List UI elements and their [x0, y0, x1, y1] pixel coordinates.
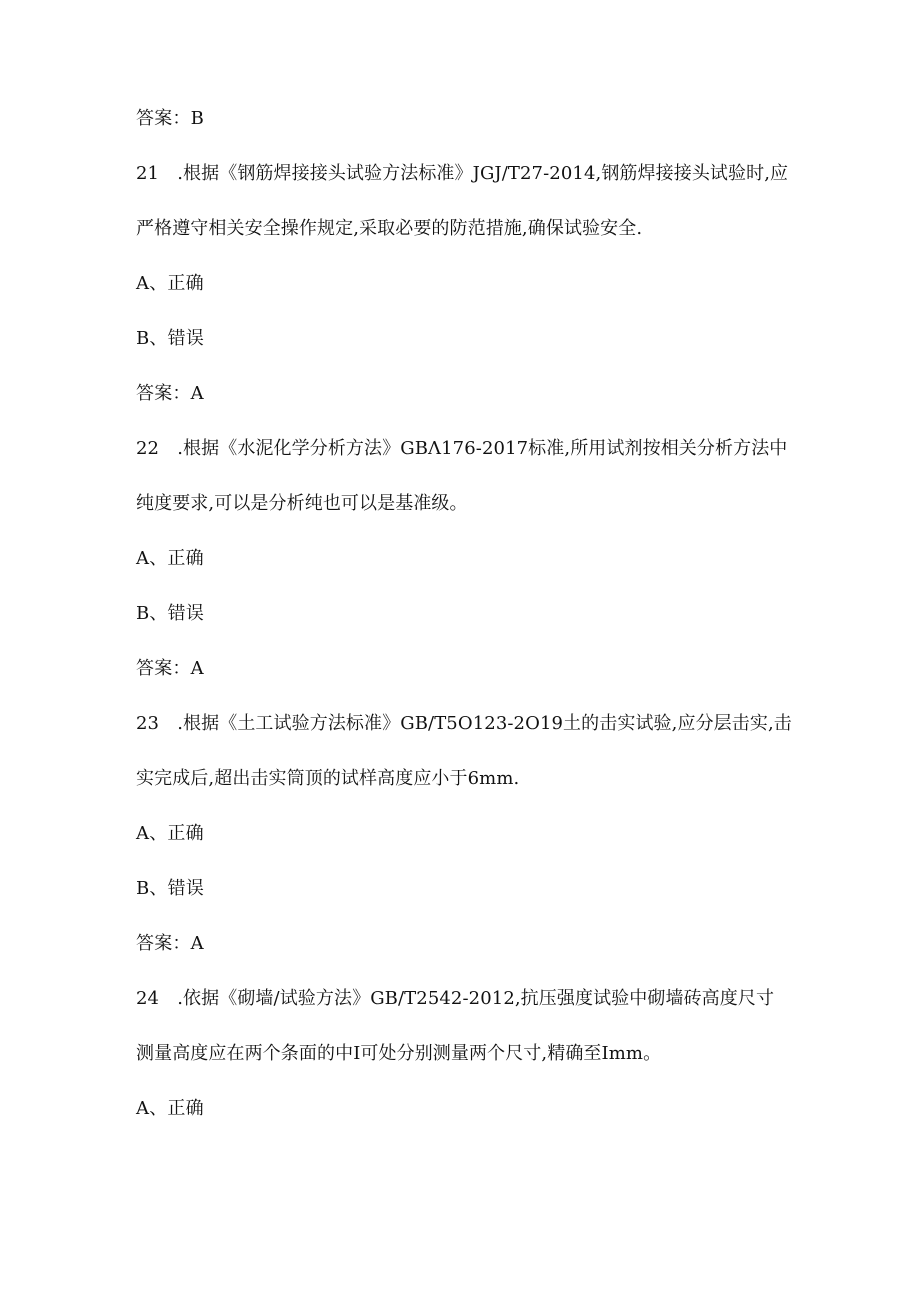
question-24-line-1: 24 .依据《砌墙/试验方法》GB/T2542-2012,抗压强度试验中砌墙砖高度尺寸 [136, 988, 775, 1009]
question-23-line-1: 23 .根据《土工试验方法标准》GB/T5O123-2O19土的击实试验,应分层击实,击 [136, 713, 792, 734]
question-21-line-2: 严格遵守相关安全操作规定,采取必要的防范措施,确保试验安全. [136, 218, 643, 239]
question-23-line-2: 实完成后,超出击实筒顶的试样高度应小于6mm. [136, 768, 520, 789]
answer-23: 答案：A [136, 933, 204, 954]
answer-21: 答案：A [136, 383, 204, 404]
option-23-b: B、错误 [136, 878, 205, 899]
option-22-a: A、正确 [136, 548, 204, 569]
question-22-line-1: 22 .根据《水泥化学分析方法》GBΛ176-2017标准,所用试剂按相关分析方法中 [136, 438, 788, 459]
answer-20: 答案：B [136, 108, 205, 129]
option-24-a: A、正确 [136, 1098, 204, 1119]
question-22-line-2: 纯度要求,可以是分析纯也可以是基准级。 [136, 493, 468, 514]
option-23-a: A、正确 [136, 823, 204, 844]
question-21-line-1: 21 .根据《钢筋焊接接头试验方法标准》JGJ/T27-2014,钢筋焊接接头试验时,应 [136, 163, 789, 184]
question-24-line-2: 测量高度应在两个条面的中I可处分别测量两个尺寸,精确至Imm。 [136, 1043, 662, 1064]
option-22-b: B、错误 [136, 603, 205, 624]
answer-22: 答案：A [136, 658, 204, 679]
option-21-b: B、错误 [136, 328, 205, 349]
option-21-a: A、正确 [136, 273, 204, 294]
